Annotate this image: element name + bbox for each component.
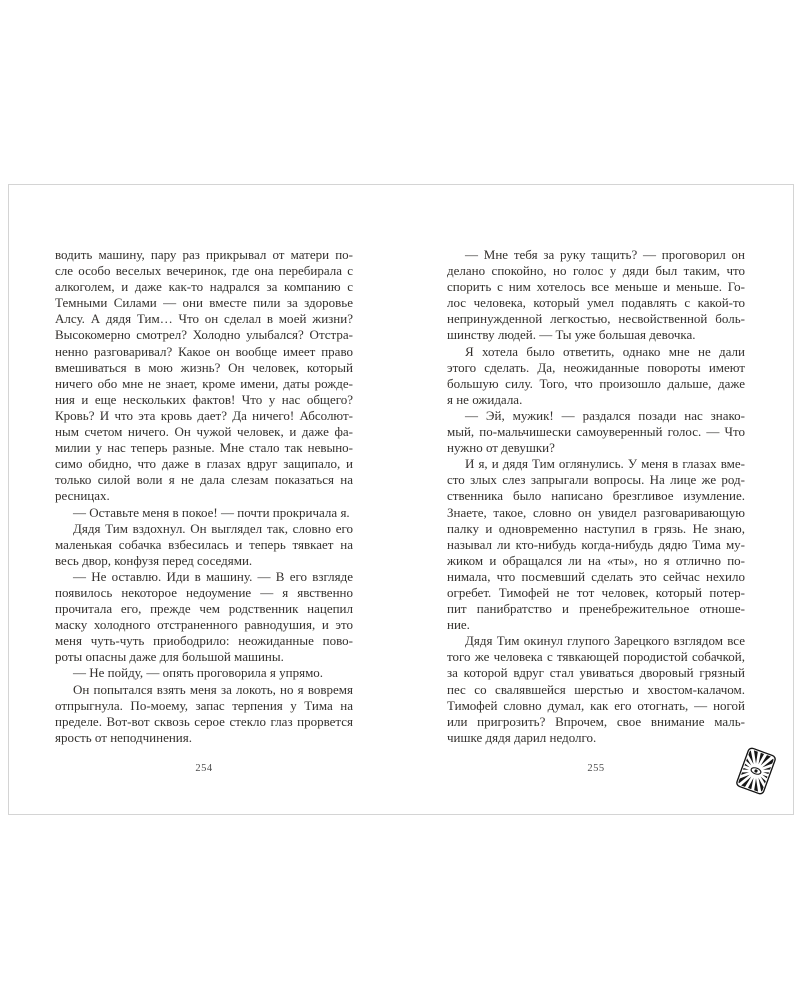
- text-line: Дядя Тим вздохнул. Он выглядел так, словно его: [73, 520, 353, 536]
- text-line: нужно от девушки?: [447, 440, 555, 456]
- text-line: отпрыгнула. По-моему, запас терпения у Тима на: [55, 697, 353, 713]
- text-line: ярость от неподчинения.: [55, 729, 192, 745]
- text-line: — Не пойду, — опять проговорила я упрямо.: [73, 665, 324, 681]
- text-line: нимала, что посмевший сделать это сейчас нехило: [447, 568, 745, 584]
- text-line: — Эй, мужик! — раздался позади нас знако-: [465, 407, 745, 423]
- text-line: пределе. Вот-вот сквозь серое стекло глаз прорвется: [55, 713, 353, 729]
- text-line: непринужденной легкостью, несвойственной боль-: [447, 311, 745, 327]
- text-line: чишке дядя дарил недолго.: [447, 729, 597, 745]
- text-line: делано спокойно, но голос у дяди был таким, что: [447, 263, 745, 279]
- text-line: Кровь? И что эта кровь дает? Да ничего! Абсолют-: [55, 407, 353, 423]
- text-line: Дядя Тим окинул глупого Зарецкого взглядом все: [465, 633, 745, 649]
- text-line: ресницах.: [55, 488, 110, 504]
- text-line: маску холодного отстраненного равнодушия, и это: [55, 617, 353, 633]
- text-line: милии у нас теперь разные. Мне стало так невыно-: [55, 440, 353, 456]
- text-line: я не ожидала.: [447, 391, 523, 407]
- text-line: алкоголем, и даже как-то надрался за компанию с: [55, 279, 353, 295]
- text-line: только силой воли я не дала слезам показаться на: [55, 472, 353, 488]
- eye-card-icon: [735, 746, 778, 796]
- text-line: ние.: [447, 617, 470, 633]
- text-line: — Мне тебя за руку тащить? — проговорил он: [465, 247, 745, 262]
- text-line: ния и еще нескольких фактов! Что у нас общего?: [55, 391, 353, 407]
- text-line: симо обидно, что даже в глазах вдруг защипало, и: [55, 456, 353, 472]
- text-line: называл ли кто-нибудь когда-нибудь дядю Тима му-: [447, 536, 745, 552]
- text-line: Алсу. А дядя Тим… Что он сделал в моей жизни?: [55, 311, 353, 327]
- text-line: лос человека, который умел подавлять с какой-то: [447, 295, 745, 311]
- text-line: спорить с ним хотелось все меньше и меньше. Го-: [447, 279, 745, 295]
- page-number-right: 255: [587, 763, 605, 774]
- text-line: пит панибратство и пренебрежительное отноше-: [447, 601, 745, 617]
- text-line: палку и одновременно наступил в грязь. Не знаю,: [447, 520, 745, 536]
- text-line: вмешиваться в мою жизнь? Он человек, который: [55, 359, 353, 375]
- text-line: появилось некоторое недоумение — я явственно: [55, 584, 353, 600]
- page-number-left: 254: [195, 763, 213, 774]
- text-line: весь двор, конфузя перед соседями.: [55, 552, 253, 568]
- text-line: прочитала его, прежде чем родственник нацепил: [55, 601, 353, 617]
- text-line: ненно разговаривал? Какое он вообще имеет право: [55, 343, 353, 359]
- text-line: за которой вдруг стал увиваться дворовый грязный: [447, 665, 745, 681]
- text-line: огребет. Тимофей не тот человек, который потер-: [447, 584, 745, 600]
- page-right-text: [447, 247, 745, 746]
- text-line: большую силу. Того, что произошло дальше, даже: [447, 375, 745, 391]
- text-line: сто злых слез запрыгали вопросы. На лице же род-: [447, 472, 745, 488]
- text-line: ным счетом ничего. Он чужой человек, и даже фа-: [55, 424, 353, 440]
- text-line: И я, и дядя Тим оглянулись. У меня в глазах вме-: [465, 456, 745, 472]
- text-line: этого сделать. Да, неожиданные повороты имеют: [447, 359, 745, 375]
- text-line: Знаете, такое, словно он увидел разговаривающую: [447, 504, 745, 520]
- text-line: шинству людей. — Ты уже большая девочка.: [447, 327, 696, 343]
- book-page-area: [8, 184, 794, 815]
- text-line: того же человека с тявкающей породистой собачкой,: [447, 649, 745, 665]
- text-line: ственника было написано брезгливое изумление.: [447, 488, 745, 504]
- text-line: водить машину, пару раз прикрывал от матери по-: [55, 247, 353, 262]
- text-line: Темными Силами — они вместе пили за здоровье: [55, 295, 353, 311]
- text-line: — Оставьте меня в покое! — почти прокричала я.: [73, 504, 350, 520]
- text-line: роты опасны даже для большой машины.: [55, 649, 284, 665]
- text-line: меня чуть-чуть приободрило: неожиданные пово-: [55, 633, 353, 649]
- text-line: Высокомерно смотрел? Холодно улыбался? Отстра-: [55, 327, 353, 343]
- text-line: или пригрозить? Впрочем, свое внимание маль-: [447, 713, 745, 729]
- text-line: — Не оставлю. Иди в машину. — В его взгляде: [73, 568, 353, 584]
- text-line: сле особо веселых вечеринок, где она перебирала с: [55, 263, 353, 279]
- text-line: маленькая собачка взбесилась и теперь тявкает на: [55, 536, 353, 552]
- text-line: Он попытался взять меня за локоть, но я вовремя: [73, 681, 353, 697]
- text-line: Тимофей словно думал, как его отогнать, — ногой: [447, 697, 745, 713]
- text-line: пес со свалявшейся шерстью и хвостом-калачом.: [447, 681, 745, 697]
- text-line: ничего обо мне не знает, кроме имени, даты рожде-: [55, 375, 353, 391]
- page-left-text: [55, 247, 353, 746]
- text-line: мый, по-мальчишески самоуверенный голос. — Что: [447, 424, 745, 440]
- text-line: жиком и обращался ли на «ты», но я отлично по-: [447, 552, 745, 568]
- text-line: Я хотела было ответить, однако мне не дали: [465, 343, 745, 359]
